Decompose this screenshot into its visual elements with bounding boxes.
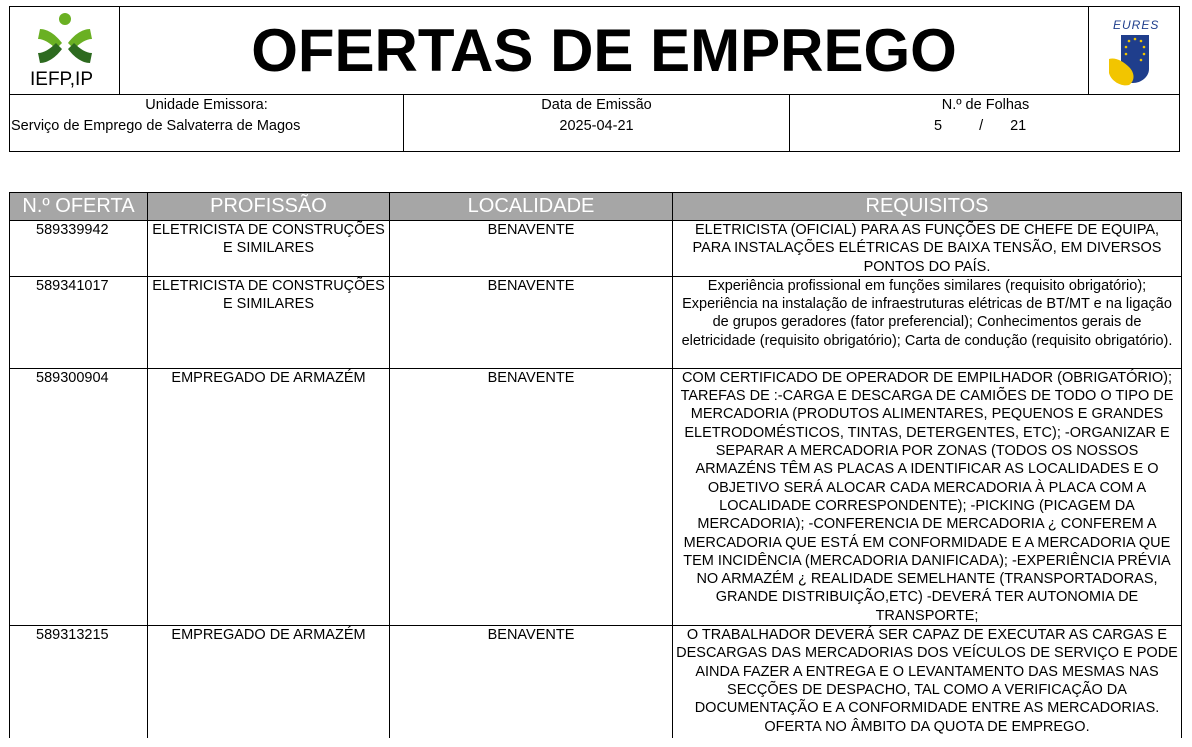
offer-profession: ELETRICISTA DE CONSTRUÇÕES E SIMILARES <box>148 276 390 368</box>
table-row <box>10 276 1182 368</box>
eures-emblem-icon <box>1089 7 1178 94</box>
offer-number: 589300904 <box>10 368 148 625</box>
column-header-requisitos: REQUISITOS <box>673 193 1182 221</box>
document-header <box>9 6 1180 95</box>
offer-profession: ELETRICISTA DE CONSTRUÇÕES E SIMILARES <box>148 221 390 277</box>
offer-requirements: COM CERTIFICADO DE OPERADOR DE EMPILHADOR (OBRIGATÓRIO); TAREFAS DE :-CARGA E DESCARGA DE CAMIÕES DE TODO O TIPO DE MERCADORIA (PRODUTOS ALIMENTARES, PEQUENOS E GRANDES ELETRODOMÉSTICOS, TINTAS, DETERGENTES, ETC); -ORGANIZAR E SEPARAR A MERCADORIA POR ZONAS (TODOS OS NOSSOS ARMAZÉNS TÊM AS PLACAS A IDENTIFICAR AS LOCALIDADES E O OBJETIVO SERÁ ALOCAR CADA MERCADORIA À PLACA COM A LOCALIDADE CORRESPONDENTE); -PICKING (PICAGEM DA MERCADORIA); -CONFERENCIA DE MERCADORIA ¿ CONFEREM A MERCADORIA QUE ESTÁ EM CONFORMIDADE E A MERCADORIA QUE TEM INCIDÊNCIA (MERCADORIA DANIFICADA); -EXPERIÊNCIA PRÉVIA NO ARMAZÉM ¿ REALIDADE SEMELHANTE (TRANSPORTADORAS, GRANDE DISTRIBUIÇÃO,ETC) -DEVERÁ TER AUTONOMIA DE TRANSPORTE; <box>673 368 1182 625</box>
sheet-total: 21 <box>1010 118 1027 134</box>
offer-number: 589341017 <box>10 276 148 368</box>
sheet-count-value <box>934 118 1026 134</box>
iefp-logo-text: IEFP,IP <box>30 69 94 90</box>
offer-requirements: Experiência profissional em funções similares (requisito obrigatório); Experiência na instalação de infraestruturas elétricas de BT/MT e na ligação de grupos geradores (fator preferencial); Conhecimentos gerais de eletricidade (requisito obrigatório); Carta de condução (requisito obrigatório). <box>673 276 1182 368</box>
iefp-logo <box>10 7 120 94</box>
column-header-localidade: LOCALIDADE <box>390 193 673 221</box>
offer-location: BENAVENTE <box>390 221 673 277</box>
issuing-unit-value: Serviço de Emprego de Salvaterra de Magos <box>11 118 301 134</box>
table-row <box>10 626 1182 738</box>
sheet-separator: / <box>979 118 984 134</box>
table-header-row <box>10 193 1182 221</box>
column-header-numero: N.º OFERTA <box>10 193 148 221</box>
issue-date-cell <box>404 95 790 151</box>
issue-date-value: 2025-04-21 <box>559 118 634 134</box>
sheet-count-cell <box>790 95 1181 151</box>
issuing-unit-cell <box>10 95 404 151</box>
issuance-info <box>9 95 1180 152</box>
eures-logo-text: EURES <box>1113 18 1160 32</box>
eures-logo <box>1088 7 1179 94</box>
page-title: OFERTAS DE EMPREGO <box>251 17 957 84</box>
issue-date-label: Data de Emissão <box>541 97 652 113</box>
column-header-profissao: PROFISSÃO <box>148 193 390 221</box>
iefp-emblem-icon <box>10 7 120 69</box>
offer-number: 589339942 <box>10 221 148 277</box>
sheet-count-label: N.º de Folhas <box>941 97 1030 113</box>
sheet-current: 5 <box>934 118 943 134</box>
offer-location: BENAVENTE <box>390 276 673 368</box>
offer-location: BENAVENTE <box>390 626 673 738</box>
offer-profession: EMPREGADO DE ARMAZÉM <box>148 368 390 625</box>
offer-location: BENAVENTE <box>390 368 673 625</box>
table-row <box>10 221 1182 277</box>
table-row <box>10 368 1182 625</box>
offer-requirements: O TRABALHADOR DEVERÁ SER CAPAZ DE EXECUTAR AS CARGAS E DESCARGAS DAS MERCADORIAS DOS VEÍCULOS DE SERVIÇO E PODE AINDA FAZER A ENTREGA E O LEVANTAMENTO DAS MESMAS NAS SECÇÕES DE DESPACHO, TAL COMO A VERIFICAÇÃO DA DOCUMENTAÇÃO E A CONFORMIDADE ENTRE AS MERCADORIAS. OFERTA NO ÂMBITO DA QUOTA DE EMPREGO. <box>673 626 1182 738</box>
job-offers-table <box>9 192 1182 738</box>
offer-number: 589313215 <box>10 626 148 738</box>
offer-profession: EMPREGADO DE ARMAZÉM <box>148 626 390 738</box>
offer-requirements: ELETRICISTA (OFICIAL) PARA AS FUNÇÕES DE CHEFE DE EQUIPA, PARA INSTALAÇÕES ELÉTRICAS DE BAIXA TENSÃO, EM DIVERSOS PONTOS DO PAÍS. <box>673 221 1182 277</box>
issuing-unit-label: Unidade Emissora: <box>145 97 268 113</box>
